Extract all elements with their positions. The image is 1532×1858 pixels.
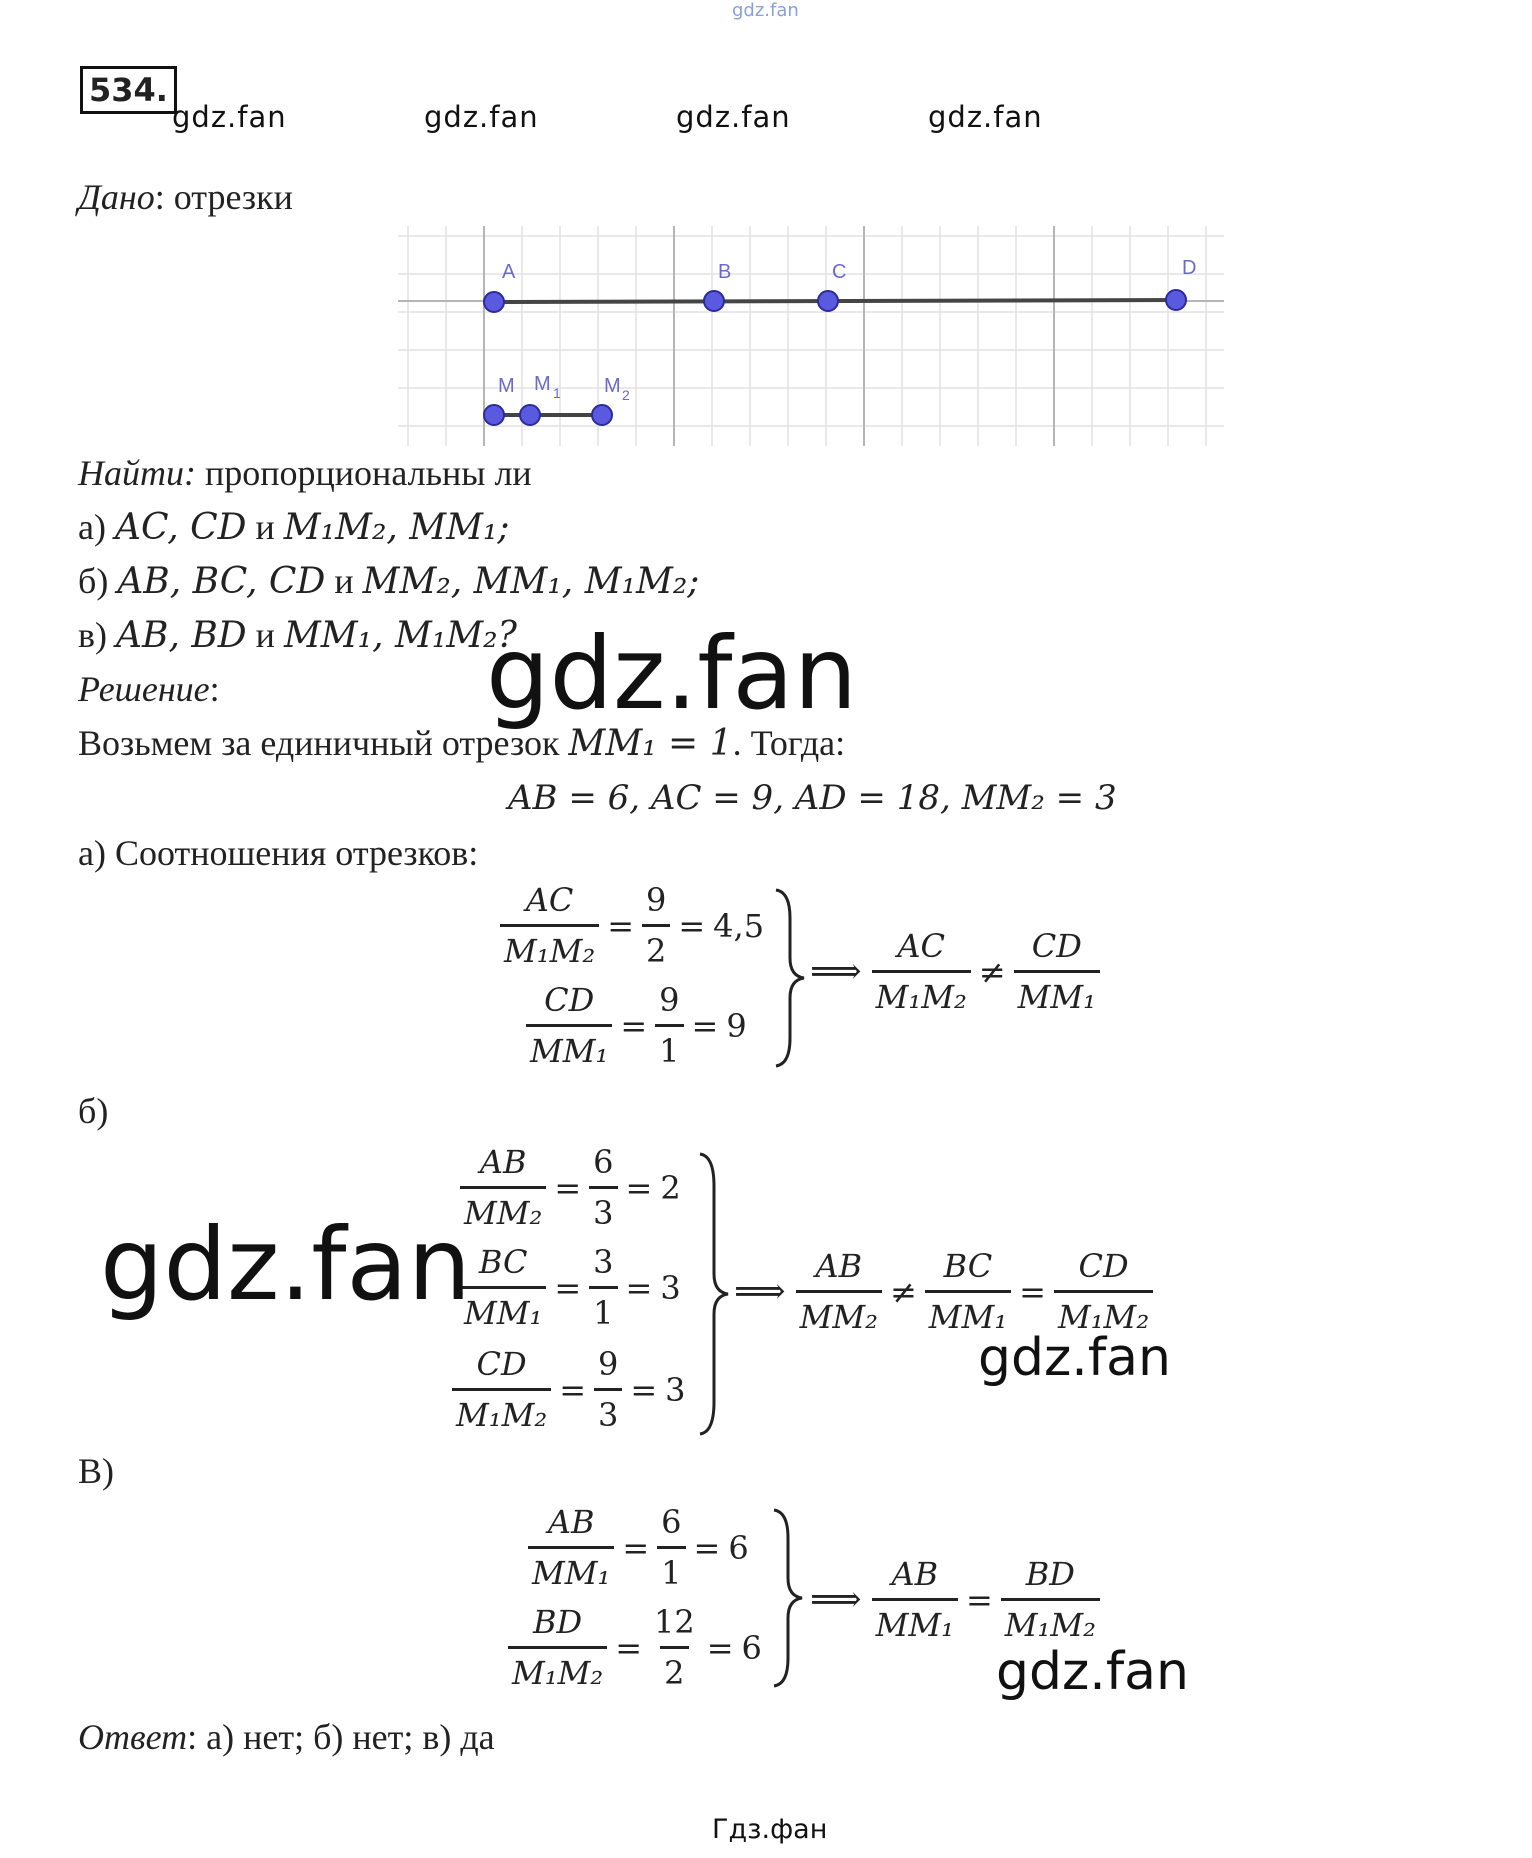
find-text: пропорциональны ли <box>195 453 532 493</box>
part-v-r1-res: 6 <box>728 1528 749 1567</box>
watermark-top-2: gdz.fan <box>424 100 539 134</box>
given-line <box>78 176 293 218</box>
values-line: AB = 6, AC = 9, AD = 18, MM₂ = 3 <box>508 778 1117 818</box>
part-a-concl-d2: MM₁ <box>1014 970 1100 1021</box>
footer-watermark: Гдз.фан <box>712 1814 828 1845</box>
part-a-ratio-2: $\frac{CD}{\text{MM₁}}$ = $\frac{9}{1}$ = 9 <box>526 976 747 1075</box>
point-d <box>1166 290 1186 310</box>
unit-tail: . Тогда: <box>732 723 846 763</box>
part-b-concl-n3: CD <box>1078 1247 1129 1285</box>
watermark-big-2: gdz.fan <box>100 1206 472 1323</box>
watermark-top-3: gdz.fan <box>676 100 791 134</box>
part-v-conclusion <box>810 1550 1100 1649</box>
part-a-implies: ⟹ <box>810 951 862 992</box>
part-a-r1-fn: 9 <box>646 881 667 919</box>
part-a-ratio-1: $\frac{AC}{\text{M₁M₂}}$ = $\frac{9}{2}$ = 4,5 <box>500 876 764 975</box>
part-b-r2-den: MM₁ <box>460 1286 546 1337</box>
part-b-r2-fd: 1 <box>589 1286 617 1337</box>
watermark-top-4: gdz.fan <box>928 100 1043 134</box>
label-m: M <box>498 375 515 397</box>
point-m <box>484 405 504 425</box>
part-b-concl-d2: MM₁ <box>925 1290 1011 1341</box>
find-b <box>78 560 699 602</box>
part-v-brace <box>770 1508 806 1688</box>
label-a: A <box>502 261 516 283</box>
part-b-r3-num: CD <box>476 1345 527 1383</box>
part-a-title: а) Соотношения отрезков: <box>78 833 479 873</box>
part-b-r3-fn: 9 <box>598 1345 619 1383</box>
answer-text: : а) нет; б) нет; в) да <box>187 1717 495 1757</box>
part-v-r1-den: MM₁ <box>528 1546 614 1597</box>
find-v-conj: и <box>255 615 275 655</box>
find-label: Найти: <box>78 453 196 493</box>
part-v-r2-fd: 2 <box>660 1646 688 1697</box>
part-b-r3-fd: 3 <box>594 1388 622 1439</box>
part-b-r3-res: 3 <box>665 1370 686 1409</box>
label-m1-sub: 1 <box>553 385 561 401</box>
find-a-left: AC, CD <box>114 507 247 548</box>
part-v-concl-d2: M₁M₂ <box>1001 1598 1100 1649</box>
find-a-prefix: а) <box>78 507 106 547</box>
part-v-r2-fn: 12 <box>654 1603 695 1641</box>
label-m2-sub: 2 <box>622 387 630 403</box>
find-v-right: MM₁, M₁M₂? <box>283 615 517 656</box>
solution-heading <box>78 668 220 710</box>
segments-diagram <box>398 226 1224 446</box>
find-b-conj: и <box>334 561 354 601</box>
part-b-concl-op2: = <box>1019 1272 1046 1311</box>
problem-number: 534. <box>80 66 177 114</box>
watermark-mid-1: gdz.fan <box>978 1328 1171 1388</box>
part-a-concl-d1: M₁M₂ <box>872 970 971 1021</box>
point-m2 <box>592 405 612 425</box>
part-v-r2-res: 6 <box>741 1628 762 1667</box>
given-text: : отрезки <box>154 177 293 217</box>
part-v-concl-op: = <box>965 1580 993 1619</box>
part-a-r2-fn: 9 <box>659 981 680 1019</box>
part-a-r1-res: 4,5 <box>713 906 765 945</box>
part-b-brace <box>696 1152 732 1436</box>
part-a-r1-num: AC <box>525 881 574 919</box>
part-a-r2-fd: 1 <box>655 1024 683 1075</box>
part-a-concl-n1: AC <box>897 927 945 965</box>
answer-label: Ответ <box>78 1717 188 1757</box>
part-v-r1-fd: 1 <box>657 1546 685 1597</box>
part-b-r2-fn: 3 <box>593 1243 614 1281</box>
part-b-concl-n1: AB <box>815 1247 863 1285</box>
watermark-mid-2: gdz.fan <box>996 1642 1189 1702</box>
part-b-r1-res: 2 <box>660 1168 681 1207</box>
part-b-ratio-1: $\frac{AB}{\text{MM₂}}$ = $\frac{6}{3}$ = 2 <box>460 1138 681 1237</box>
part-v-concl-d1: MM₁ <box>872 1598 958 1649</box>
part-a-brace <box>772 888 808 1068</box>
find-v <box>78 614 517 656</box>
find-line <box>78 452 532 494</box>
part-a-conclusion <box>810 922 1100 1021</box>
find-v-prefix: в) <box>78 615 107 655</box>
part-b-r2-num: BC <box>478 1243 528 1281</box>
find-a-conj: и <box>255 507 275 547</box>
given-label: Дано <box>78 177 155 217</box>
find-b-right: MM₂, MM₁, M₁M₂; <box>362 561 700 602</box>
part-a-r1-den: M₁M₂ <box>500 924 599 975</box>
part-b-r3-den: M₁M₂ <box>452 1388 551 1439</box>
unit-text: Возьмем за единичный отрезок <box>78 723 560 763</box>
unit-eq: MM₁ = 1 <box>568 723 733 764</box>
solution-colon: : <box>209 669 220 709</box>
part-v-title: В) <box>78 1451 114 1491</box>
find-a-right: M₁M₂, MM₁; <box>283 507 510 548</box>
part-a-concl-n2: CD <box>1031 927 1082 965</box>
label-m1: M <box>534 373 551 395</box>
part-b-ratio-3: $\frac{CD}{\text{M₁M₂}}$ = $\frac{9}{3}$ = 3 <box>452 1340 686 1439</box>
find-b-prefix: б) <box>78 561 109 601</box>
find-a <box>78 506 510 548</box>
label-c: C <box>832 261 847 283</box>
label-d: D <box>1182 257 1197 279</box>
label-m2: M <box>604 375 621 397</box>
part-v-r1-num: AB <box>547 1503 595 1541</box>
part-b-r1-num: AB <box>479 1143 527 1181</box>
point-m1 <box>520 405 540 425</box>
part-b-title: б) <box>78 1091 109 1131</box>
find-b-left: AB, BC, CD <box>117 561 326 602</box>
watermark-top-1: gdz.fan <box>172 100 287 134</box>
find-v-left: AB, BD <box>116 615 247 656</box>
part-b-implies: ⟹ <box>734 1271 786 1312</box>
part-v-ratio-1: $\frac{AB}{\text{MM₁}}$ = $\frac{6}{1}$ = 6 <box>528 1498 749 1597</box>
part-v-concl-n2: BD <box>1025 1555 1075 1593</box>
part-b-concl-op1: ≠ <box>889 1272 917 1311</box>
answer-line <box>78 1716 495 1758</box>
part-a-r2-den: MM₁ <box>526 1024 612 1075</box>
part-a-r2-num: CD <box>544 981 595 1019</box>
part-b-r1-den: MM₂ <box>460 1186 546 1237</box>
header-watermark: gdz.fan <box>732 0 799 21</box>
solution-label: Решение <box>78 669 210 709</box>
part-b-concl-n2: BC <box>943 1247 993 1285</box>
point-c <box>818 291 838 311</box>
part-b-conclusion <box>734 1242 1153 1341</box>
part-b-concl-d1: MM₂ <box>796 1290 882 1341</box>
part-a-r1-fd: 2 <box>642 924 670 975</box>
part-b-r1-fn: 6 <box>593 1143 614 1181</box>
part-v-ratio-2: $\frac{BD}{\text{M₁M₂}}$ = $\frac{12}{2}$ = 6 <box>508 1598 762 1697</box>
part-v-r1-fn: 6 <box>661 1503 682 1541</box>
part-v-concl-n1: AB <box>891 1555 939 1593</box>
label-b: B <box>718 261 732 283</box>
part-b-concl-d3: M₁M₂ <box>1054 1290 1153 1341</box>
part-v-r2-num: BD <box>533 1603 583 1641</box>
part-b-r1-fd: 3 <box>589 1186 617 1237</box>
part-v-r2-den: M₁M₂ <box>508 1646 607 1697</box>
unit-line <box>78 722 845 764</box>
part-a-r2-res: 9 <box>726 1006 747 1045</box>
part-v-implies: ⟹ <box>810 1579 862 1620</box>
part-b-ratio-2: $\frac{BC}{\text{MM₁}}$ = $\frac{3}{1}$ = 3 <box>460 1238 681 1337</box>
point-b <box>704 291 724 311</box>
part-a-concl-op: ≠ <box>978 952 1006 991</box>
part-b-r2-res: 3 <box>660 1268 681 1307</box>
point-a <box>484 292 504 312</box>
watermark-big-1: gdz.fan <box>486 615 858 732</box>
